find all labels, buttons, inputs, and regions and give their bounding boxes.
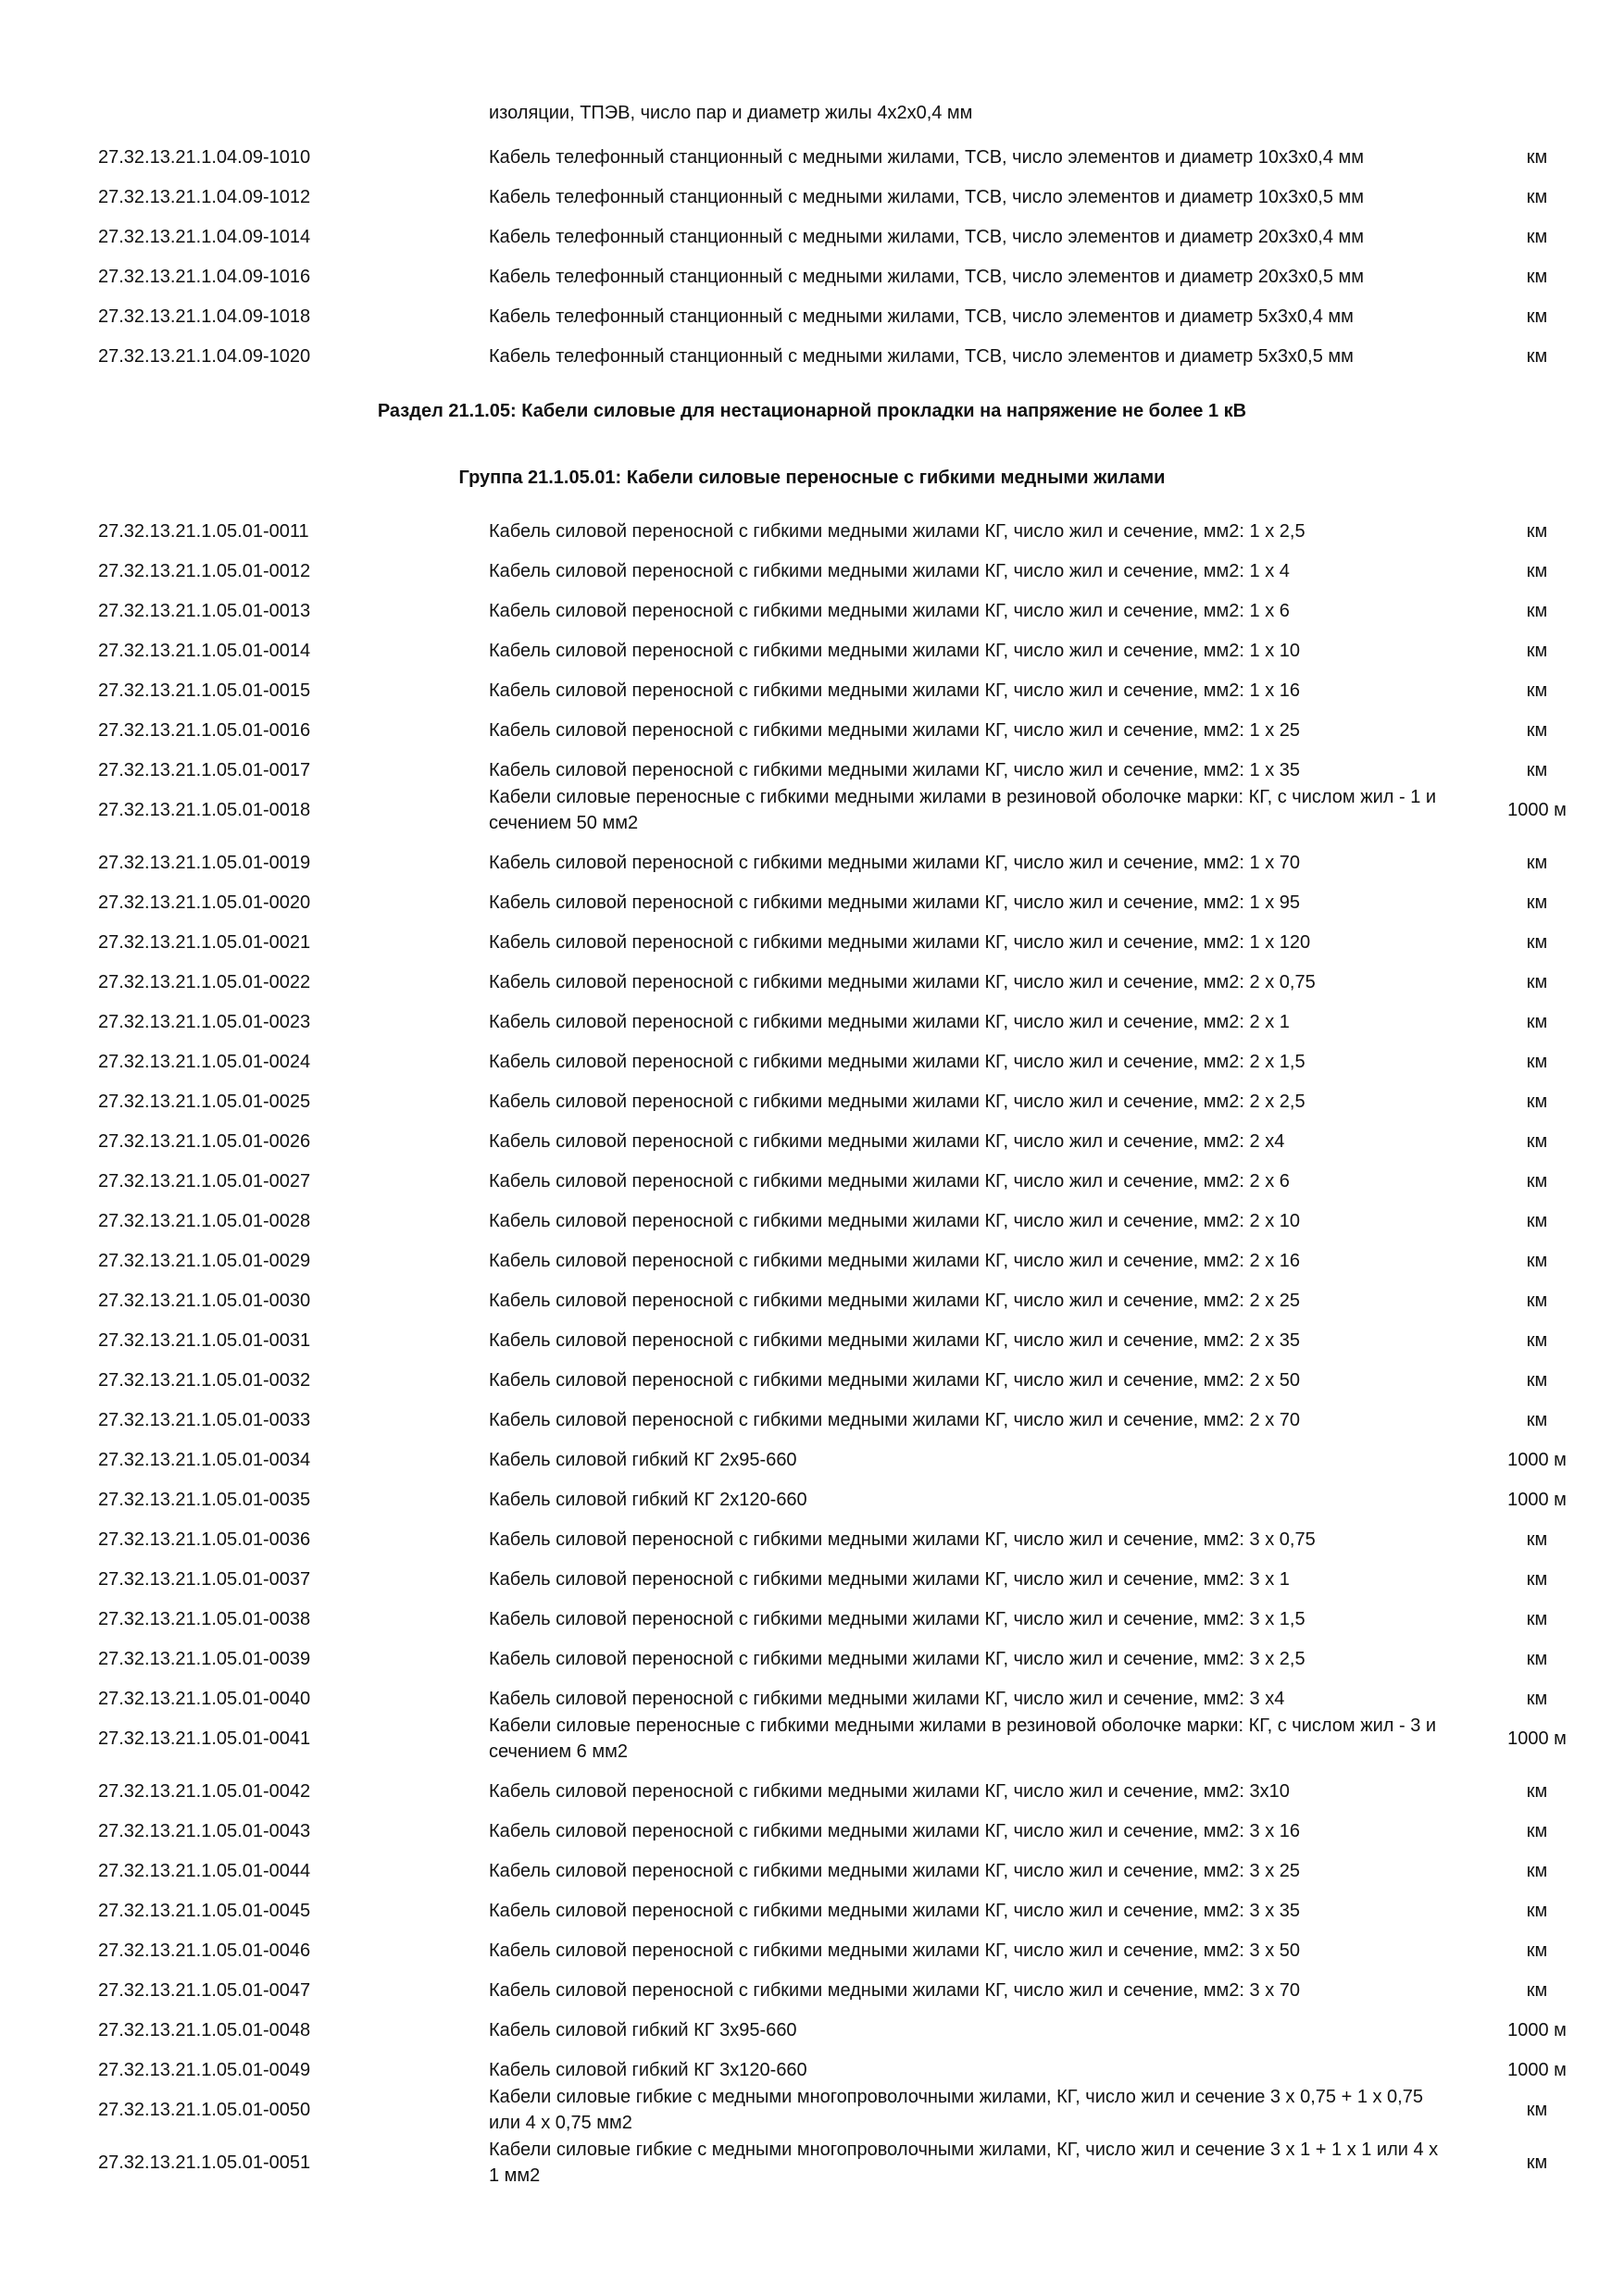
row-unit: км (1526, 1609, 1548, 1629)
row-description: Кабель силовой переносной с гибкими медными жилами КГ, число жил и сечение, мм2: 1 х 95 (489, 892, 1301, 913)
row-code: 27.32.13.21.1.05.01-0024 (98, 1052, 311, 1072)
row-description: Кабель силовой переносной с гибкими медными жилами КГ, число жил и сечение, мм2: 1 х 10 (489, 641, 1301, 661)
row-code: 27.32.13.21.1.05.01-0047 (98, 1980, 311, 2001)
row-description: Кабель телефонный станционный с медными жилами, ТСВ, число элементов и диаметр 20х3х0,5 мм (489, 267, 1365, 287)
row-unit: км (1526, 187, 1548, 207)
row-unit: км (1526, 1649, 1548, 1669)
table-row (0, 1938, 1624, 1964)
table-row (0, 343, 1624, 369)
table-row (0, 1686, 1624, 1712)
row-unit: км (1526, 680, 1548, 701)
table-row (0, 144, 1624, 170)
row-unit: км (1526, 932, 1548, 953)
table-row (0, 1566, 1624, 1592)
row-description: Кабель силовой переносной с гибкими медными жилами КГ, число жил и сечение, мм2: 3 х 70 (489, 1980, 1301, 2001)
row-unit: км (1526, 1012, 1548, 1032)
table-row (0, 598, 1624, 624)
row-unit: 1000 м (1507, 2020, 1567, 2040)
row-description: Кабель телефонный станционный с медными жилами, ТСВ, число элементов и диаметр 10х3х0,4 мм (489, 147, 1365, 168)
row-description: Кабель силовой переносной с гибкими медными жилами КГ, число жил и сечение, мм2: 2 х 10 (489, 1211, 1301, 1231)
row-code: 27.32.13.21.1.04.09-1018 (98, 306, 311, 327)
table-row (0, 1606, 1624, 1632)
table-row (0, 184, 1624, 210)
table-row (0, 1009, 1624, 1035)
row-unit: км (1526, 892, 1548, 913)
row-unit: 1000 м (1507, 1490, 1567, 1510)
row-unit: км (1526, 267, 1548, 287)
row-code: 27.32.13.21.1.05.01-0013 (98, 601, 311, 621)
table-row (0, 850, 1624, 876)
table-row (0, 1713, 1624, 1765)
row-code: 27.32.13.21.1.05.01-0037 (98, 1569, 311, 1590)
table-row (0, 1778, 1624, 1804)
row-description: Кабели силовые гибкие с медными многопроволочными жилами, КГ, число жил и сечение 3 х 0,75 + 1 х 0,75 или 4 х 0,75 мм2 (489, 2087, 1423, 2133)
row-code: 27.32.13.21.1.05.01-0035 (98, 1490, 311, 1510)
row-description: Кабели силовые переносные с гибкими медными жилами в резиновой оболочке марки: КГ, с числом жил - 1 и сечением 50 мм2 (489, 787, 1437, 833)
row-unit: км (1526, 1901, 1548, 1921)
table-row (0, 2017, 1624, 2043)
table-row (0, 1527, 1624, 1553)
row-unit: км (1526, 2100, 1548, 2120)
row-description: Кабель силовой переносной с гибкими медными жилами КГ, число жил и сечение, мм2: 2 х 1 (489, 1012, 1290, 1032)
row-unit: км (1526, 561, 1548, 581)
group-heading: Группа 21.1.05.01: Кабели силовые переносные с гибкими медными жилами (458, 468, 1166, 488)
table-row (0, 757, 1624, 783)
row-code: 27.32.13.21.1.05.01-0028 (98, 1211, 311, 1231)
row-code: 27.32.13.21.1.05.01-0030 (98, 1291, 311, 1311)
row-code: 27.32.13.21.1.04.09-1014 (98, 227, 311, 247)
row-description: Кабель телефонный станционный с медными жилами, ТСВ, число элементов и диаметр 10х3х0,5 мм (489, 187, 1365, 207)
row-code: 27.32.13.21.1.05.01-0029 (98, 1251, 311, 1271)
table-row (0, 1168, 1624, 1194)
row-unit: км (1526, 1980, 1548, 2001)
row-unit: км (1526, 1781, 1548, 1802)
row-description: Кабель силовой переносной с гибкими медными жилами КГ, число жил и сечение, мм2: 2 х 0,75 (489, 972, 1316, 992)
row-unit: км (1526, 1569, 1548, 1590)
row-description: Кабели силовые переносные с гибкими медными жилами в резиновой оболочке марки: КГ, с числом жил - 3 и сечением 6 мм2 (489, 1716, 1437, 1762)
row-description: Кабель силовой переносной с гибкими медными жилами КГ, число жил и сечение, мм2: 3 х 35 (489, 1901, 1301, 1921)
row-description: Кабель силовой переносной с гибкими медными жилами КГ, число жил и сечение, мм2: 3 х 1 (489, 1569, 1290, 1590)
row-unit: км (1526, 1092, 1548, 1112)
row-description: Кабель силовой переносной с гибкими медными жилами КГ, число жил и сечение, мм2: 2 х 25 (489, 1291, 1301, 1311)
row-code: 27.32.13.21.1.04.09-1012 (98, 187, 311, 207)
row-unit: км (1526, 972, 1548, 992)
table-row (0, 1049, 1624, 1075)
row-code: 27.32.13.21.1.05.01-0012 (98, 561, 311, 581)
row-unit: км (1526, 1529, 1548, 1550)
row-code: 27.32.13.21.1.05.01-0023 (98, 1012, 311, 1032)
row-code: 27.32.13.21.1.05.01-0036 (98, 1529, 311, 1550)
table-row (0, 1858, 1624, 1884)
table-row (0, 1407, 1624, 1433)
row-unit: км (1526, 1211, 1548, 1231)
row-unit: км (1526, 147, 1548, 168)
row-description: Кабель силовой переносной с гибкими медными жилами КГ, число жил и сечение, мм2: 3 х 0,75 (489, 1529, 1316, 1550)
row-code: 27.32.13.21.1.05.01-0020 (98, 892, 311, 913)
row-description: Кабель силовой переносной с гибкими медными жилами КГ, число жил и сечение, мм2: 3 х 1,5 (489, 1609, 1305, 1629)
table-row (0, 2057, 1624, 2083)
row-description: Кабель силовой переносной с гибкими медными жилами КГ, число жил и сечение, мм2: 1 х 2,5 (489, 521, 1305, 542)
table-row (0, 1208, 1624, 1234)
row-code: 27.32.13.21.1.05.01-0031 (98, 1330, 311, 1351)
table-row (0, 1328, 1624, 1354)
row-unit: км (1526, 1689, 1548, 1709)
row-description: Кабель силовой переносной с гибкими медными жилами КГ, число жил и сечение, мм2: 3 х4 (489, 1689, 1285, 1709)
row-unit: км (1526, 1251, 1548, 1271)
row-unit: км (1526, 1171, 1548, 1192)
table-row (0, 969, 1624, 995)
row-code: 27.32.13.21.1.05.01-0017 (98, 760, 311, 780)
table-row (0, 1248, 1624, 1274)
row-unit: км (1526, 227, 1548, 247)
row-unit: км (1526, 601, 1548, 621)
table-row (0, 1367, 1624, 1393)
row-description: Кабель силовой переносной с гибкими медными жилами КГ, число жил и сечение, мм2: 3 х 2,5 (489, 1649, 1305, 1669)
row-description: Кабель силовой гибкий КГ 3х95-660 (489, 2020, 797, 2040)
row-description: Кабель силовой переносной с гибкими медными жилами КГ, число жил и сечение, мм2: 1 х 70 (489, 853, 1301, 873)
row-code: 27.32.13.21.1.05.01-0041 (98, 1728, 311, 1749)
row-code: 27.32.13.21.1.05.01-0034 (98, 1450, 311, 1470)
section-heading: Раздел 21.1.05: Кабели силовые для нестационарной прокладки на напряжение не более 1 кВ (377, 401, 1247, 421)
row-code: 27.32.13.21.1.05.01-0026 (98, 1131, 311, 1152)
row-code: 27.32.13.21.1.05.01-0032 (98, 1370, 311, 1391)
row-code: 27.32.13.21.1.05.01-0016 (98, 720, 311, 741)
row-description: Кабель силовой переносной с гибкими медными жилами КГ, число жил и сечение, мм2: 1 х 4 (489, 561, 1290, 581)
row-code: 27.32.13.21.1.04.09-1010 (98, 147, 311, 168)
row-code: 27.32.13.21.1.05.01-0019 (98, 853, 311, 873)
row-description: Кабель силовой переносной с гибкими медными жилами КГ, число жил и сечение, мм2: 2 х 2,5 (489, 1092, 1305, 1112)
table-row (0, 1898, 1624, 1924)
table-row (0, 518, 1624, 544)
row-code: 27.32.13.21.1.05.01-0046 (98, 1940, 311, 1961)
table-row (0, 1487, 1624, 1513)
table-row (0, 890, 1624, 916)
table-row (0, 930, 1624, 955)
row-description: Кабели силовые гибкие с медными многопроволочными жилами, КГ, число жил и сечение 3 х 1 + 1 х 1 или 4 х 1 мм2 (489, 2140, 1439, 2186)
row-description: Кабель силовой переносной с гибкими медными жилами КГ, число жил и сечение, мм2: 2 х 35 (489, 1330, 1301, 1351)
row-description: Кабель телефонный станционный с медными жилами, ТСВ, число элементов и диаметр 20х3х0,4 мм (489, 227, 1365, 247)
table-row (0, 678, 1624, 704)
row-code: 27.32.13.21.1.05.01-0049 (98, 2060, 311, 2080)
row-code: 27.32.13.21.1.05.01-0033 (98, 1410, 311, 1430)
row-code: 27.32.13.21.1.05.01-0025 (98, 1092, 311, 1112)
row-unit: 1000 м (1507, 2060, 1567, 2080)
row-unit: км (1526, 1052, 1548, 1072)
row-code: 27.32.13.21.1.05.01-0015 (98, 680, 311, 701)
table-row (0, 2137, 1624, 2189)
row-description: Кабель силовой гибкий КГ 2х120-660 (489, 1490, 807, 1510)
row-description: Кабель силовой переносной с гибкими медными жилами КГ, число жил и сечение, мм2: 2 х 1,5 (489, 1052, 1305, 1072)
table-row (0, 1978, 1624, 2003)
row-unit: км (1526, 1131, 1548, 1152)
row-description: Кабель силовой переносной с гибкими медными жилами КГ, число жил и сечение, мм2: 1 х 120 (489, 932, 1311, 953)
row-unit: км (1526, 1821, 1548, 1841)
row-unit: км (1526, 760, 1548, 780)
row-unit: км (1526, 1410, 1548, 1430)
row-unit: 1000 м (1507, 800, 1567, 820)
row-code: 27.32.13.21.1.05.01-0040 (98, 1689, 311, 1709)
row-code: 27.32.13.21.1.05.01-0045 (98, 1901, 311, 1921)
row-description: Кабель силовой переносной с гибкими медными жилами КГ, число жил и сечение, мм2: 1 х 35 (489, 760, 1301, 780)
row-description: Кабель силовой переносной с гибкими медными жилами КГ, число жил и сечение, мм2: 2 х4 (489, 1131, 1285, 1152)
row-unit: 1000 м (1507, 1450, 1567, 1470)
table-row (0, 638, 1624, 664)
row-code: 27.32.13.21.1.04.09-1020 (98, 346, 311, 367)
row-code: 27.32.13.21.1.05.01-0042 (98, 1781, 311, 1802)
table-row (0, 1818, 1624, 1844)
row-code: 27.32.13.21.1.05.01-0048 (98, 2020, 311, 2040)
continuation-text: изоляции, ТПЭВ, число пар и диаметр жилы 4х2х0,4 мм (489, 103, 973, 123)
row-code: 27.32.13.21.1.05.01-0044 (98, 1861, 311, 1881)
table-row (0, 784, 1624, 836)
row-code: 27.32.13.21.1.05.01-0027 (98, 1171, 311, 1192)
row-unit: км (1526, 1940, 1548, 1961)
row-description: Кабель силовой переносной с гибкими медными жилами КГ, число жил и сечение, мм2: 2 х 16 (489, 1251, 1301, 1271)
row-code: 27.32.13.21.1.05.01-0021 (98, 932, 311, 953)
row-description: Кабель силовой переносной с гибкими медными жилами КГ, число жил и сечение, мм2: 2 х 6 (489, 1171, 1290, 1192)
row-description: Кабель телефонный станционный с медными жилами, ТСВ, число элементов и диаметр 5х3х0,4 мм (489, 306, 1354, 327)
table-row (0, 1646, 1624, 1672)
row-unit: км (1526, 521, 1548, 542)
row-description: Кабель силовой переносной с гибкими медными жилами КГ, число жил и сечение, мм2: 3х10 (489, 1781, 1290, 1802)
row-unit: км (1526, 1330, 1548, 1351)
table-row (0, 1288, 1624, 1314)
row-description: Кабель телефонный станционный с медными жилами, ТСВ, число элементов и диаметр 5х3х0,5 мм (489, 346, 1354, 367)
row-unit: км (1526, 306, 1548, 327)
table-row (0, 264, 1624, 290)
table-row (0, 1089, 1624, 1115)
row-code: 27.32.13.21.1.05.01-0043 (98, 1821, 311, 1841)
row-unit: км (1526, 720, 1548, 741)
row-code: 27.32.13.21.1.05.01-0051 (98, 2152, 311, 2173)
row-description: Кабель силовой гибкий КГ 2х95-660 (489, 1450, 797, 1470)
table-row (0, 558, 1624, 584)
row-description: Кабель силовой переносной с гибкими медными жилами КГ, число жил и сечение, мм2: 3 х 16 (489, 1821, 1301, 1841)
table-row (0, 1129, 1624, 1154)
row-code: 27.32.13.21.1.05.01-0038 (98, 1609, 311, 1629)
table-row (0, 304, 1624, 330)
row-code: 27.32.13.21.1.05.01-0011 (98, 521, 309, 542)
table-row (0, 718, 1624, 743)
row-description: Кабель силовой гибкий КГ 3х120-660 (489, 2060, 807, 2080)
row-unit: км (1526, 1370, 1548, 1391)
row-code: 27.32.13.21.1.05.01-0039 (98, 1649, 311, 1669)
row-unit: км (1526, 1291, 1548, 1311)
row-description: Кабель силовой переносной с гибкими медными жилами КГ, число жил и сечение, мм2: 2 х 70 (489, 1410, 1301, 1430)
row-description: Кабель силовой переносной с гибкими медными жилами КГ, число жил и сечение, мм2: 2 х 50 (489, 1370, 1301, 1391)
row-code: 27.32.13.21.1.05.01-0018 (98, 800, 311, 820)
row-code: 27.32.13.21.1.05.01-0022 (98, 972, 311, 992)
row-unit: км (1526, 853, 1548, 873)
row-unit: км (1526, 641, 1548, 661)
row-unit: км (1526, 346, 1548, 367)
row-description: Кабель силовой переносной с гибкими медными жилами КГ, число жил и сечение, мм2: 1 х 25 (489, 720, 1301, 741)
row-unit: км (1526, 1861, 1548, 1881)
row-unit: км (1526, 2152, 1548, 2173)
row-code: 27.32.13.21.1.05.01-0014 (98, 641, 311, 661)
row-description: Кабель силовой переносной с гибкими медными жилами КГ, число жил и сечение, мм2: 3 х 50 (489, 1940, 1301, 1961)
row-code: 27.32.13.21.1.05.01-0050 (98, 2100, 311, 2120)
table-row (0, 224, 1624, 250)
row-description: Кабель силовой переносной с гибкими медными жилами КГ, число жил и сечение, мм2: 1 х 6 (489, 601, 1290, 621)
row-description: Кабель силовой переносной с гибкими медными жилами КГ, число жил и сечение, мм2: 3 х 25 (489, 1861, 1301, 1881)
row-description: Кабель силовой переносной с гибкими медными жилами КГ, число жил и сечение, мм2: 1 х 16 (489, 680, 1301, 701)
table-row (0, 1447, 1624, 1473)
row-unit: 1000 м (1507, 1728, 1567, 1749)
table-row (0, 2084, 1624, 2136)
row-code: 27.32.13.21.1.04.09-1016 (98, 267, 311, 287)
